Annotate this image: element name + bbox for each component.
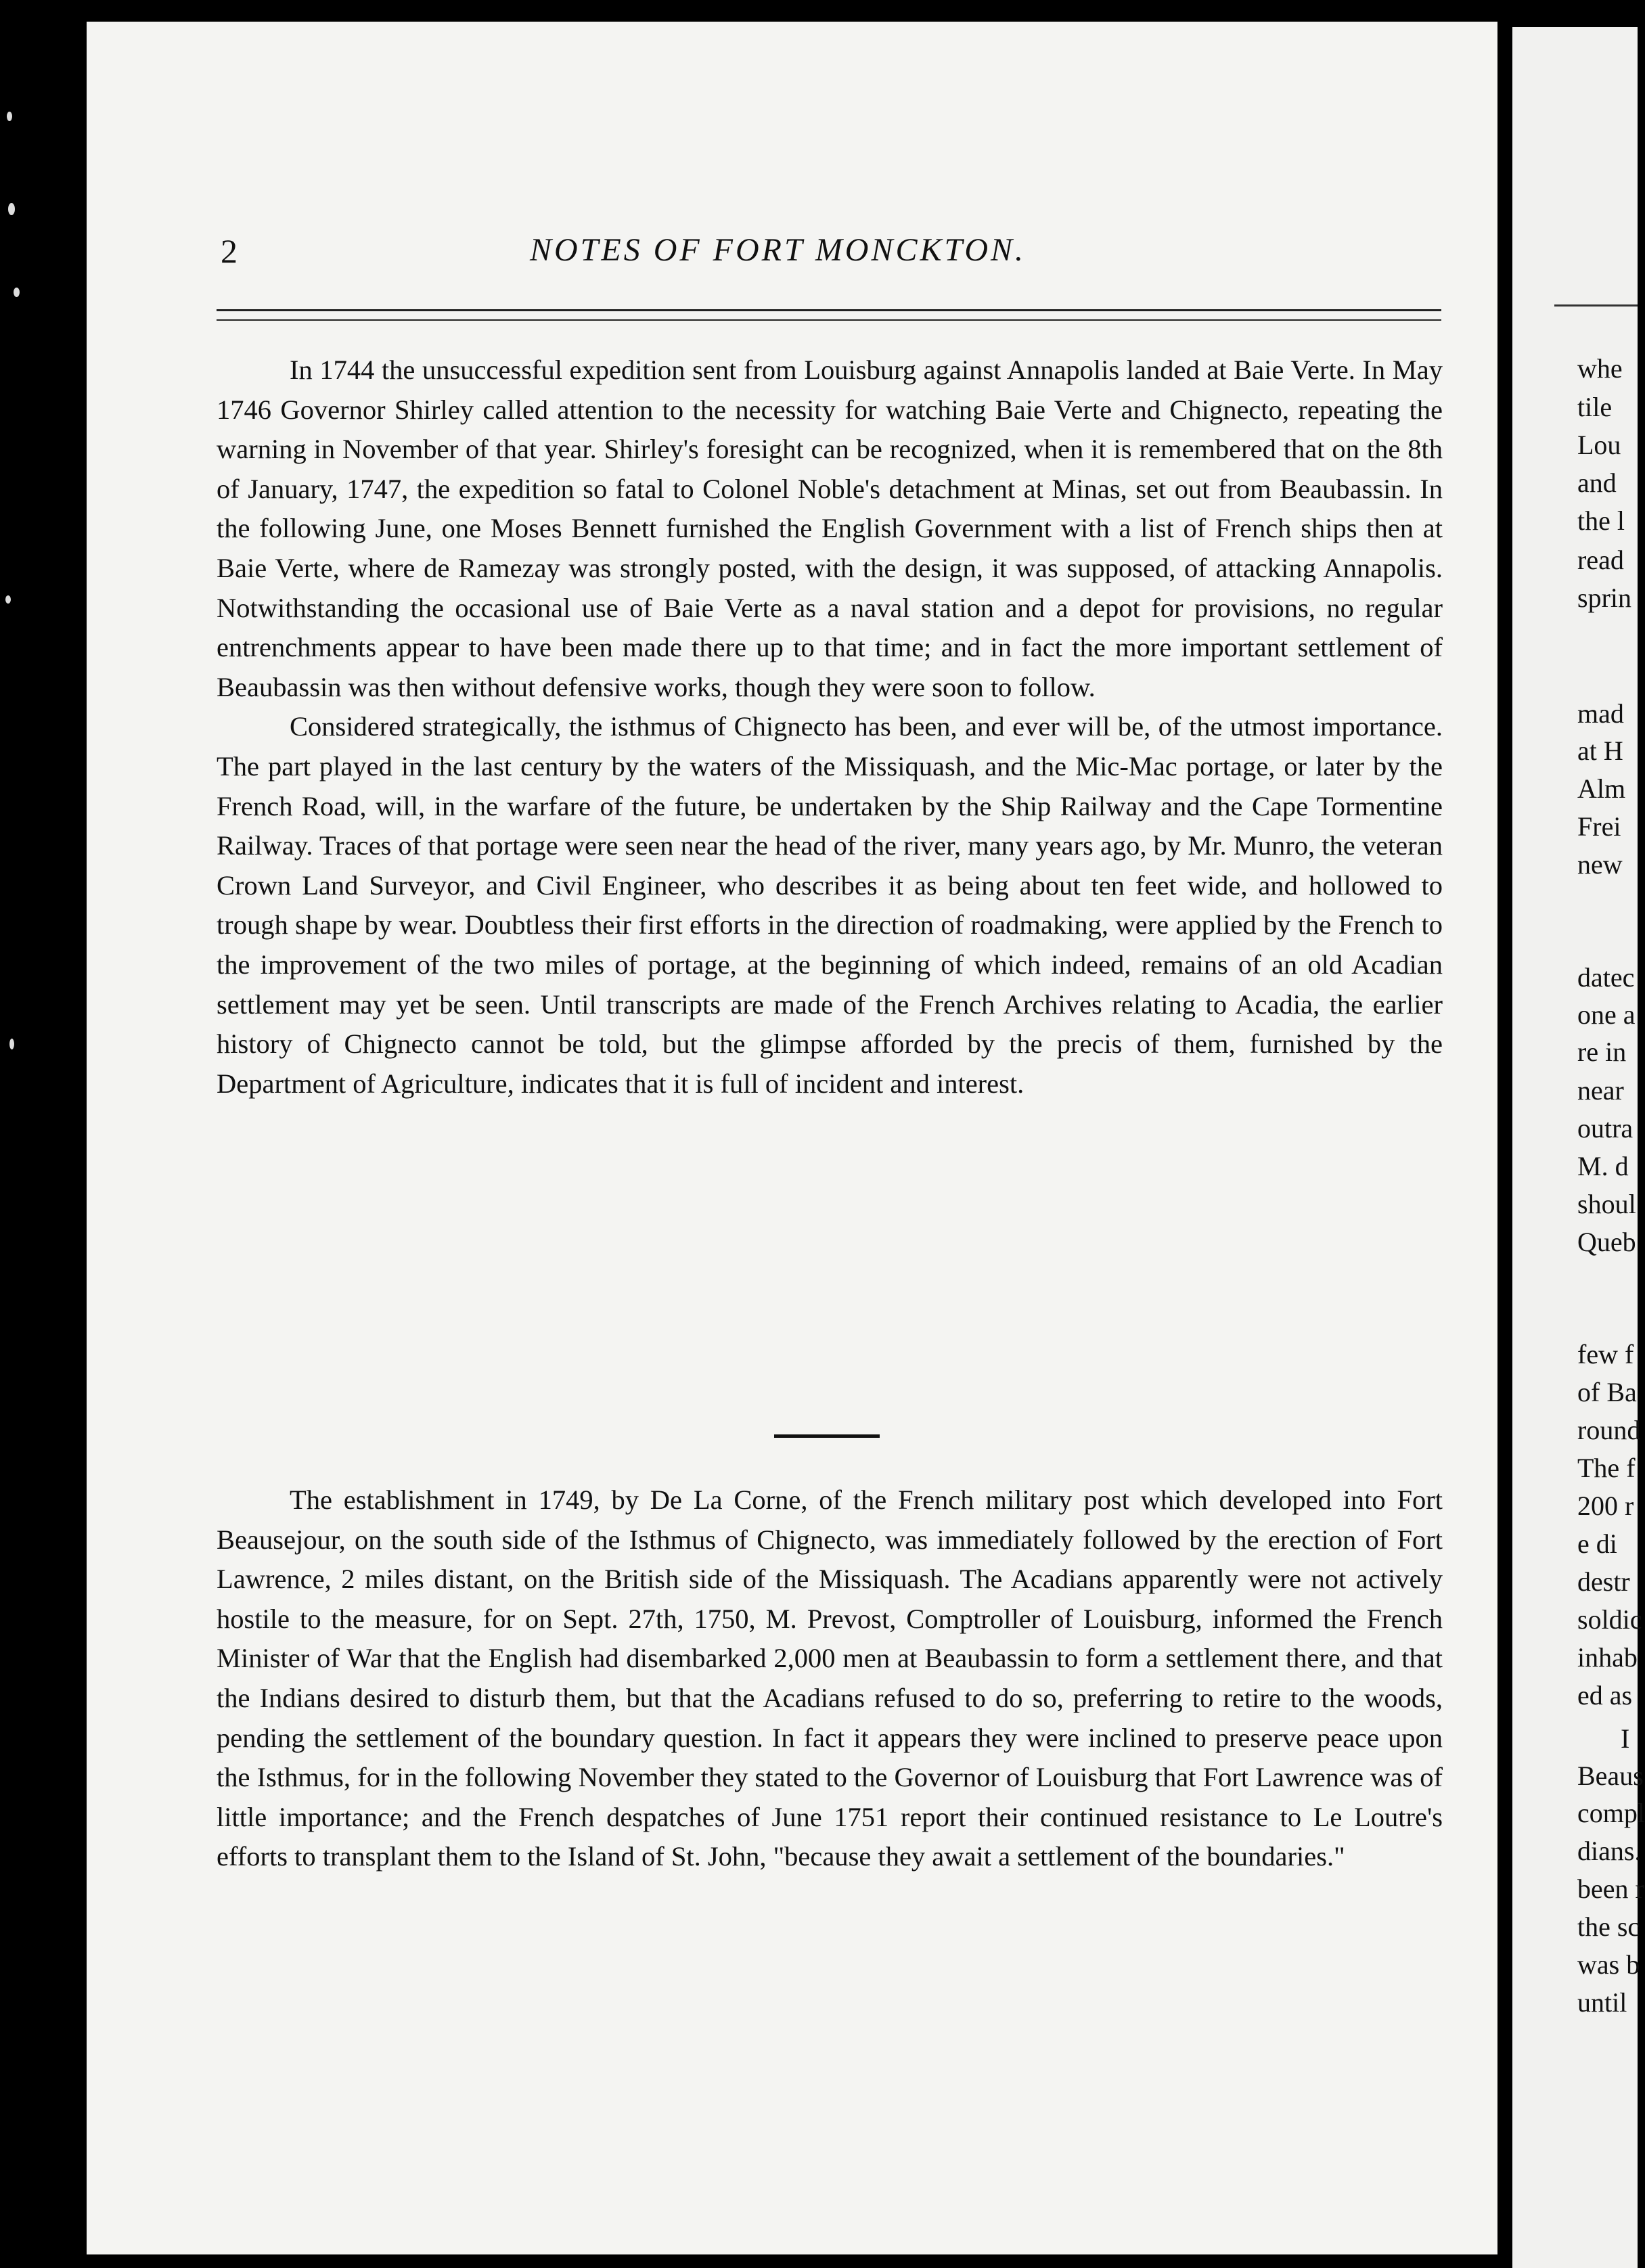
paragraph: In 1744 the unsuccessful expedition sent from Louisburg against Annapolis landed at Baie Verte. In May 1746 Governor Shirley called attention to the necessity for watching Baie Verte and Chignecto, repeating the warning in November of that year. Shirley's foresight can be recognized, when it is remembered that on the 8th of January, 1747, the expedition so fatal to Colonel Noble's detachment at Minas, set out from Beaubassin. In the following June, one Moses Bennett furnished the English Government with a list of French ships then at Baie Verte, where de Ramezay was strongly posted, with the design, it was supposed, of attacking Annapolis. Notwithstanding the occasional use of Baie Verte as a naval station and a depot for provisions, no regular entrenchments appear to have been made there up to that time; and in fact the more important settlement of Beaubassin was then without defensive works, though they were soon to follow. xyxy=(217,355,1443,702)
section-divider xyxy=(774,1434,880,1438)
facing-page-rule xyxy=(1554,304,1638,307)
facing-page-fragment: inhab xyxy=(1577,1642,1638,1673)
facing-page-fragment: compl xyxy=(1577,1798,1645,1828)
facing-page-fragment: of Ba xyxy=(1577,1377,1637,1407)
facing-page-fragment: whe xyxy=(1577,353,1623,384)
facing-page-fragment: The f xyxy=(1577,1453,1636,1483)
facing-page-fragment: was b xyxy=(1577,1949,1640,1980)
facing-page-fragment: I xyxy=(1621,1723,1630,1754)
facing-page-fragment: outra xyxy=(1577,1113,1633,1143)
margin-speck xyxy=(7,112,12,121)
facing-page-fragment: at H xyxy=(1577,735,1623,766)
facing-page-fragment: the l xyxy=(1577,505,1625,536)
facing-page-fragment: Lou xyxy=(1577,430,1621,460)
facing-page-fragment: been r xyxy=(1577,1874,1644,1904)
facing-page-fragment: new xyxy=(1577,849,1623,880)
facing-page-fragment: read xyxy=(1577,545,1624,575)
facing-page-fragment: few f xyxy=(1577,1339,1634,1369)
paragraph: The establishment in 1749, by De La Corne, of the French military post which developed into Fort Beausejour, on the south side of the Isthmus of Chignecto, was immediately followed by the erection of Fort Lawrence, 2 miles distant, on the British side of the Missiquash. The Acadians apparently were not actively hostile to the measure, for on Sept. 27th, 1750, M. Prevost, Comptroller of Louisburg, informed the French Minister of War that the English had disembarked 2,000 men at Beaubassin to form a settlement there, and that the Indians desired to disturb them, but that the Acadians refused to do so, preferring to retire to the woods, pending the settlement of the boundary question. In fact it appears they were inclined to preserve peace upon the Isthmus, for in the following November they stated to the Governor of Louisburg that Fort Lawrence was of little importance; and the French despatches of June 1751 report their continued resistance to Le Loutre's efforts to transplant them to the Island of St. John, "because they await a settlement of the boundaries." xyxy=(217,1484,1443,1872)
facing-page-fragment: 200 r xyxy=(1577,1491,1634,1521)
facing-page-fragment: destr xyxy=(1577,1566,1630,1597)
facing-page-fragment: one a xyxy=(1577,999,1636,1030)
facing-page-fragment: Queb xyxy=(1577,1227,1636,1257)
facing-page-fragment: tile xyxy=(1577,392,1613,422)
facing-page-fragment: ed as xyxy=(1577,1680,1633,1710)
facing-page-fragment: round xyxy=(1577,1415,1641,1445)
facing-page-fragment: Frei xyxy=(1577,811,1621,842)
margin-speck xyxy=(14,288,20,297)
body-text-upper xyxy=(217,350,1443,1104)
margin-speck xyxy=(9,1039,14,1049)
facing-page-fragment: e di xyxy=(1577,1528,1617,1559)
margin-speck xyxy=(5,595,11,604)
facing-page-fragment: the sc xyxy=(1577,1911,1640,1942)
body-text-lower xyxy=(217,1480,1443,1877)
facing-page-fragment: M. d xyxy=(1577,1151,1629,1181)
page-header xyxy=(87,231,1497,292)
facing-page-fragment: shoul xyxy=(1577,1189,1636,1219)
left-page xyxy=(87,22,1497,2254)
header-rule-top xyxy=(217,309,1441,311)
facing-page-fragment: Beaus xyxy=(1577,1761,1644,1791)
margin-speck xyxy=(8,203,15,215)
facing-page-fragment: until xyxy=(1577,1987,1627,2018)
header-rule-bottom xyxy=(217,319,1441,321)
facing-page-fragment: re in xyxy=(1577,1037,1627,1067)
facing-page-fragment: mad xyxy=(1577,698,1624,729)
facing-page-edge xyxy=(1512,27,1645,2268)
facing-page-fragment: near xyxy=(1577,1075,1624,1106)
running-title: NOTES OF FORT MONCKTON. xyxy=(530,232,1027,268)
facing-page-fragment: sprin xyxy=(1577,583,1631,613)
facing-page-fragment: dians. xyxy=(1577,1836,1642,1866)
facing-page-fragment: Alm xyxy=(1577,773,1626,804)
facing-page-fragment: soldic xyxy=(1577,1604,1642,1635)
facing-page-fragment: datec xyxy=(1577,962,1635,993)
page-number: 2 xyxy=(221,232,238,270)
facing-page-fragment: and xyxy=(1577,468,1617,498)
paragraph: Considered strategically, the isthmus of Chignecto has been, and ever will be, of the utmost importance. The part played in the last century by the waters of the Missiquash, and the Mic-Mac portage, or later by the French Road, will, in the warfare of the future, be undertaken by the Ship Railway and the Cape Tormentine Railway. Traces of that portage were seen near the head of the river, many years ago, by Mr. Munro, the veteran Crown Land Surveyor, and Civil Engineer, who describes it as being about ten feet wide, and hollowed to trough shape by wear. Doubtless their first efforts in the direction of roadmaking, were applied by the French to the improvement of the two miles of portage, at the beginning of which indeed, remains of an old Acadian settlement may yet be seen. Until transcripts are made of the French Archives relating to Acadia, the earlier history of Chignecto cannot be told, but the glimpse afforded by the precis of them, furnished by the Department of Agriculture, indicates that it is full of incident and interest. xyxy=(217,711,1443,1099)
